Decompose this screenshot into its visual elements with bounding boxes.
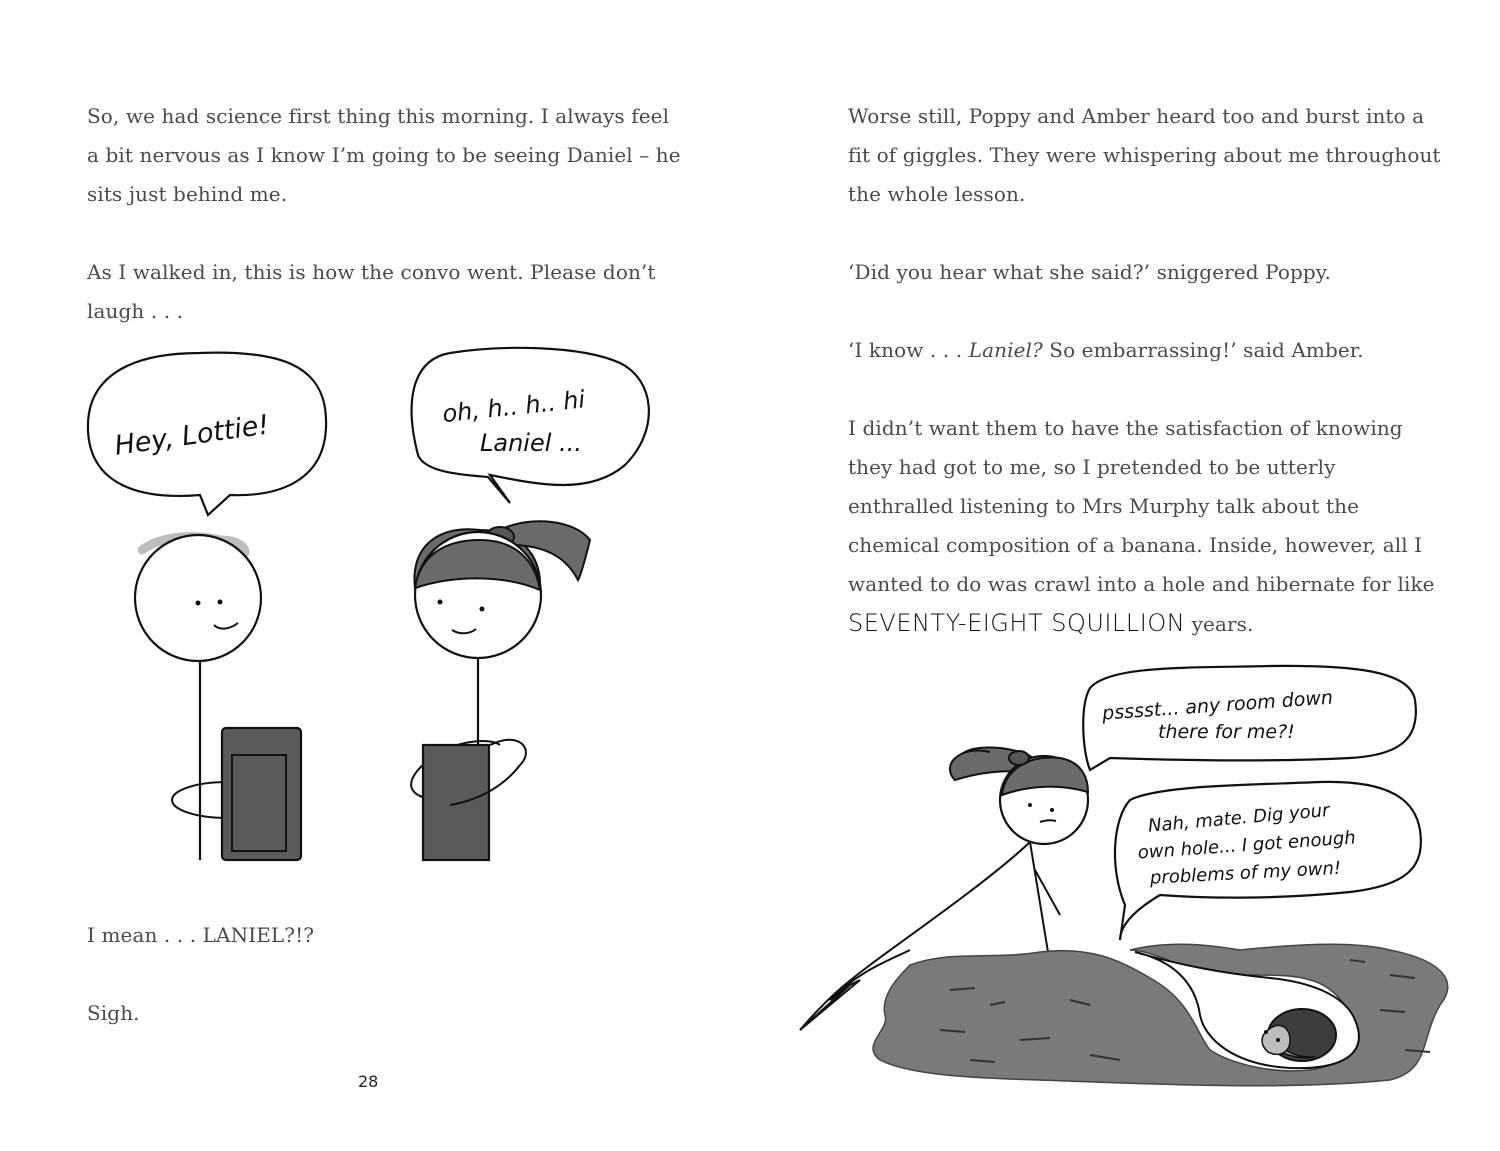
boy-speech-bubble bbox=[88, 353, 326, 515]
text-line: fit of giggles. They were whispering about me throughout bbox=[848, 143, 1441, 167]
quote-italic-text: Laniel? bbox=[968, 338, 1043, 362]
tablet-device bbox=[423, 745, 489, 860]
girl-speech-text-line-1: psssst... any room down bbox=[1101, 686, 1334, 725]
text-line: Worse still, Poppy and Amber heard too and burst into a bbox=[848, 104, 1425, 128]
girl-speech-text-line-2: there for me?! bbox=[1158, 721, 1295, 743]
paragraph-worse-still bbox=[848, 97, 1441, 214]
boy-character bbox=[135, 535, 301, 860]
tablet-device bbox=[222, 728, 301, 860]
text-line: they had got to me, so I pretended to be utterly bbox=[848, 455, 1336, 479]
soil-ground bbox=[873, 944, 1448, 1086]
quote-text: ‘I know . . . bbox=[848, 338, 969, 362]
right-page bbox=[750, 0, 1500, 1151]
text-line: years. bbox=[1191, 612, 1254, 636]
hedgehog-speech-text-line-1: Nah, mate. Dig your bbox=[1147, 799, 1331, 837]
paragraph-convo bbox=[87, 253, 656, 331]
girl-speech-text-line-2: Laniel ... bbox=[480, 429, 582, 457]
text-line: chemical composition of a banana. Inside, however, all I bbox=[848, 533, 1423, 557]
convo-illustration bbox=[80, 345, 680, 875]
quote-poppy: ‘Did you hear what she said?’ sniggered Poppy. bbox=[848, 260, 1331, 284]
boy-head bbox=[135, 535, 261, 661]
line-sigh: Sigh. bbox=[87, 1001, 140, 1025]
hedgehog-speech-text-line-3: problems of my own! bbox=[1149, 857, 1342, 889]
paragraph-satisfaction bbox=[848, 409, 1435, 644]
quote-amber bbox=[848, 331, 1364, 370]
girl-character bbox=[411, 521, 590, 860]
text-line: sits just behind me. bbox=[87, 182, 288, 206]
emphasis-text: SEVENTY-EIGHT SQUILLION bbox=[848, 609, 1186, 637]
girl-speech-bubble bbox=[412, 348, 649, 503]
text-line: wanted to do was crawl into a hole and hibernate for like bbox=[848, 572, 1435, 596]
girl-speech-text-line-1: oh, h.. h.. hi bbox=[441, 385, 587, 429]
quote-text: So embarrassing!’ said Amber. bbox=[1042, 338, 1364, 362]
text-line: the whole lesson. bbox=[848, 182, 1026, 206]
text-line: I didn’t want them to have the satisfaction of knowing bbox=[848, 416, 1403, 440]
hole-illustration bbox=[790, 660, 1490, 1100]
girl-speech-bubble bbox=[1083, 666, 1416, 770]
boy-speech-text: Hey, Lottie! bbox=[112, 409, 272, 462]
text-line: So, we had science first thing this morning. I always feel bbox=[87, 104, 670, 128]
text-line: enthralled listening to Mrs Murphy talk about the bbox=[848, 494, 1360, 518]
page-number: 28 bbox=[358, 1072, 379, 1091]
text-line: a bit nervous as I know I’m going to be seeing Daniel – he bbox=[87, 143, 681, 167]
text-line: As I walked in, this is how the convo went. Please don’t bbox=[87, 260, 656, 284]
hedgehog-speech-bubble bbox=[1115, 782, 1421, 940]
paragraph-science bbox=[87, 97, 681, 214]
hedgehog-speech-text-line-2: own hole... I got enough bbox=[1137, 827, 1357, 864]
text-line: laugh . . . bbox=[87, 299, 184, 323]
line-laniel: I mean . . . LANIEL?!? bbox=[87, 923, 315, 947]
